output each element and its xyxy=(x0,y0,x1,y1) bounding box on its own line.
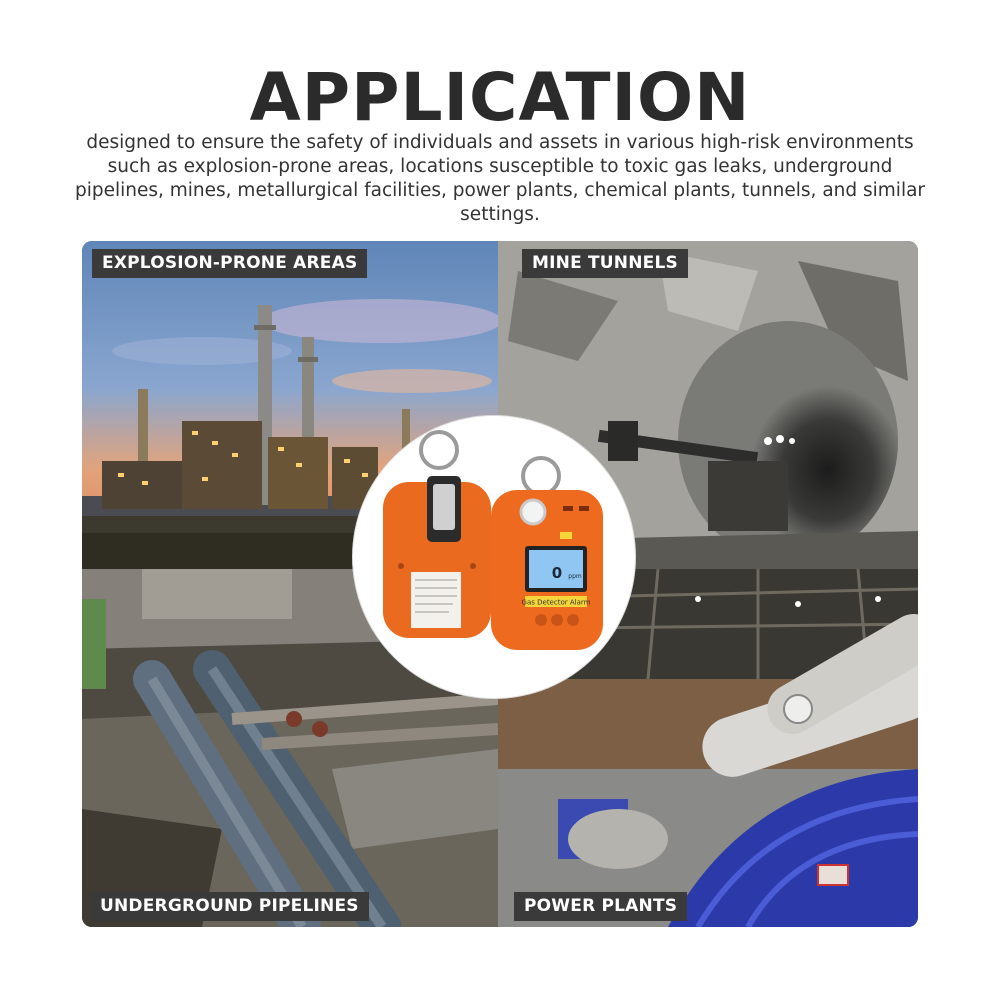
screen-reading: 0 xyxy=(551,564,563,582)
center-button-icon xyxy=(551,614,563,626)
panel-label-underground-pipelines: UNDERGROUND PIPELINES xyxy=(90,892,369,921)
page-title: APPLICATION xyxy=(249,59,751,136)
right-button-icon xyxy=(567,614,579,626)
panel-label-mine-tunnels: MINE TUNNELS xyxy=(522,249,688,278)
left-button-icon xyxy=(535,614,547,626)
screen-unit: ppm xyxy=(568,573,582,580)
panel-label-explosion-prone-areas: EXPLOSION-PRONE AREAS xyxy=(92,249,367,278)
gas-detector-product-image xyxy=(353,416,635,698)
keyring-icon xyxy=(421,432,457,468)
panel-label-power-plants: POWER PLANTS xyxy=(514,892,687,921)
page-description: designed to ensure the safety of individuals and assets in various high-risk environments such as explosion-prone areas, locations susceptible to toxic gas leaks, underground pipelines, mines, metallurgical facilities, power plants, chemical plants, tunnels, and similar settings. xyxy=(74,132,926,225)
front-label: Gas Detector Alarm xyxy=(521,598,591,607)
